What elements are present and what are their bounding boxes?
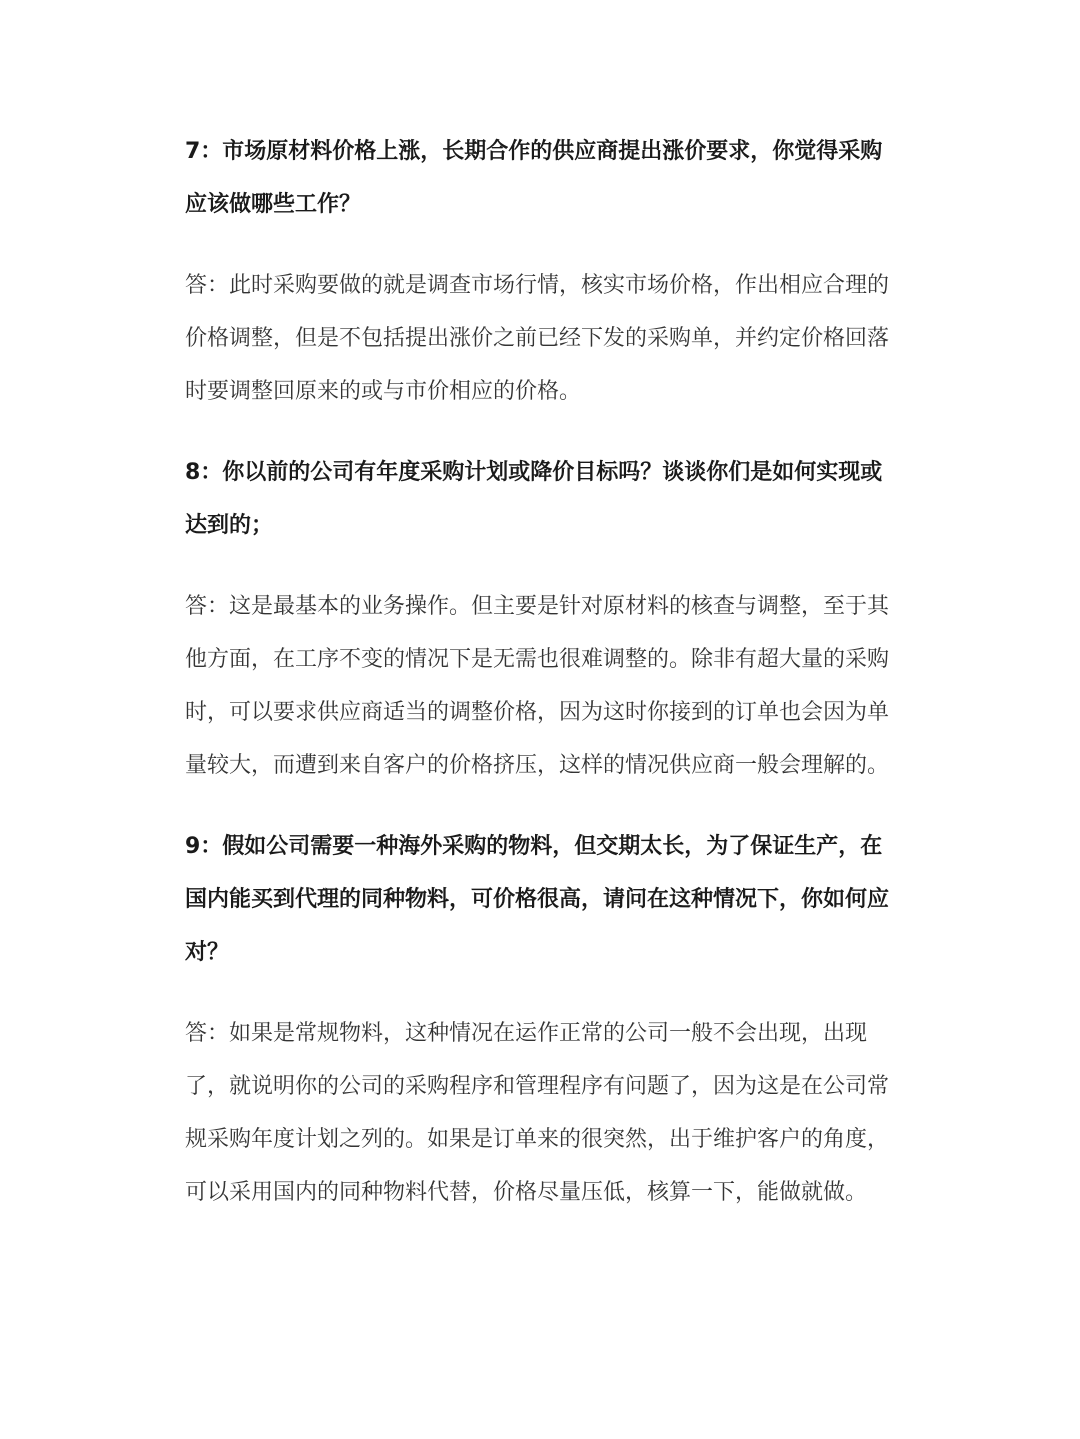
qa-item-8 (185, 446, 900, 792)
qa-content (185, 125, 900, 1247)
question-7: 7：市场原材料价格上涨，长期合作的供应商提出涨价要求，你觉得采购应该做哪些工作？ (185, 139, 883, 217)
qa-item-7 (185, 125, 900, 418)
qa-item-9 (185, 820, 900, 1219)
answer-7: 答：此时采购要做的就是调查市场行情，核实市场价格，作出相应合理的价格调整，但是不包括提出涨价之前已经下发的采购单，并约定价格回落时要调整回原来的或与市价相应的价格。 (185, 273, 890, 404)
answer-8: 答：这是最基本的业务操作。但主要是针对原材料的核查与调整，至于其他方面，在工序不变的情况下是无需也很难调整的。除非有超大量的采购时，可以要求供应商适当的调整价格，因为这时你接到的订单也会因为单量较大，而遭到来自客户的价格挤压，这样的情况供应商一般会理解的。 (185, 594, 890, 778)
question-8: 8：你以前的公司有年度采购计划或降价目标吗？谈谈你们是如何实现或达到的； (185, 460, 883, 538)
question-9: 9：假如公司需要一种海外采购的物料，但交期太长，为了保证生产，在国内能买到代理的同种物料，可价格很高，请问在这种情况下，你如何应对？ (185, 834, 890, 965)
answer-9: 答：如果是常规物料，这种情况在运作正常的公司一般不会出现，出现了，就说明你的公司的采购程序和管理程序有问题了，因为这是在公司常规采购年度计划之列的。如果是订单来的很突然，出于维护客户的角度，可以采用国内的同种物料代替，价格尽量压低，核算一下，能做就做。 (185, 1021, 890, 1205)
